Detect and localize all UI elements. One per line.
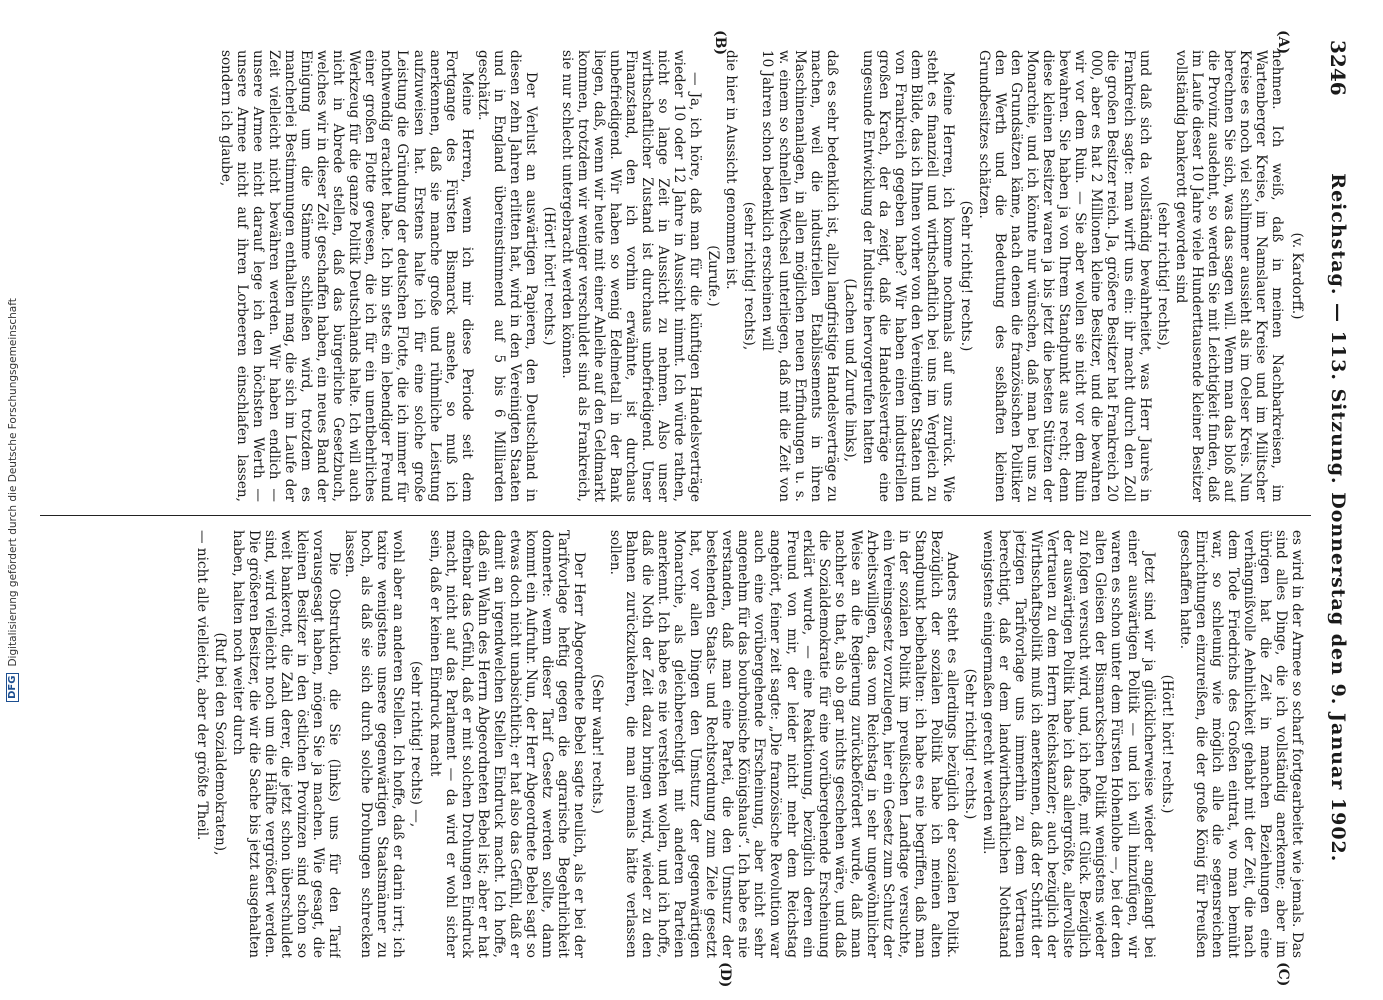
paragraph: — nicht alle vielleicht, aber der größte Theil. xyxy=(193,530,210,841)
paragraph: Jetzt sind wir ja glücklicherweise wieder angelangt bei einer auswärtigen Politik — und ich will hinzufügen, wir waren es schon unter dem Fürsten Hohenlohe —, bei der den alten Gleisen der Bismarckschen Politik wenigstens wieder zu folgen versucht wird, und, ich hoffe, mit Glück. Bezüglich der auswärtigen Politik habe ich das allergrößte, allervollste Vertrauen zu dem Herrn Reichskanzler; auch bezüglich der Wirthschaftspolitik muß ich anerkennen, daß der Schritt der jetzigen Tarifvorlage uns immerhin zu dem Vertrauen berechtigt, daß er dem landwirthschaftlichen Nothstand wenigstens einigermaßen gerecht werden will. xyxy=(980,530,1157,958)
interjection: (Sehr wahr! rechts.) xyxy=(588,674,605,814)
interjection: (Zurufe.) xyxy=(705,245,722,307)
paragraph: Meine Herren, ich komme nochmals auf uns zurück. Wie steht es finanziell und wirthschaftlich bei uns im Vergleich zu dem Bilde, das ich Ihnen vorher von den Vereinigten Staaten und von Frankreich gegeben habe? Wir haben einen industriellen großen Krach, der da zeigt, daß die Handelsverträge eine ungesunde Entwicklung der Industrie hervorgerufen hatten xyxy=(859,50,957,502)
interjection: (Sehr richtig! rechts.) xyxy=(958,200,975,352)
paragraph: die hier in Aussicht genommen ist. xyxy=(723,50,740,290)
paragraph: Die Obstruktion, die Sie (links) uns für den Tarif vorausgesagt haben, mögen Sie ja machen. Wie gesagt, die kleinen Besitzer in den östlichen Provinzen sind schon so weit bankerott, die Zahl derer, die jetzt schon überschuldet sind, wird vielleicht noch um die Hälfte vergrößert werden. Die größeren Besitzer, die wir die Sache bis jetzt ausgehalten haben, halten noch weiter durch xyxy=(229,530,343,958)
interjection: (sehr richtig! rechts) —, xyxy=(408,660,425,828)
paragraph: und daß sich da vollständig bewahrheitet, was Herr Jaurès in Frankreich sagte: man wirft uns ein: ihr macht durch den Zoll die großen Besitzer reich. Ja, größere Besitzer hat Frankreich 20 000, aber es hat 2 Millionen kleine Besitzer, und die bewahren wir vor dem Ruin. — Sie aber wollen sie nicht vor dem Ruin bewahren. Sie haben ja von Ihrem Standpunkt aus recht; denn diese kleinen Besitzer waren ja bis jetzt die besten Stützen der Monarchie, und ich könnte nur wünschen, daß man bei uns zu den Grundsätzen käme, nach denen die französischen Politiker den Werth und die Bedeutung des seßhaften kleinen Grundbesitzes schätzen. xyxy=(976,50,1153,502)
interjection: (Lachen und Zurufe links), xyxy=(841,278,858,462)
dfg-logo: DFG xyxy=(6,673,19,702)
column-divider xyxy=(40,515,1311,516)
interjection: (Sehr richtig! rechts.) xyxy=(962,668,979,820)
paragraph: Der Verlust an auswärtigen Papieren, den Deutschland in diesen zehn Jahren erlitten hat, wird in den Vereinigten Staaten und in England übereinstimmend auf 5 bis 6 Milliarden geschätzt. xyxy=(474,50,539,502)
interjection: (Ruf bei den Sozialdemokraten), xyxy=(211,632,228,856)
margin-marker-d: (D) xyxy=(717,962,733,988)
speaker-label: (v. Kardorff.) xyxy=(1289,232,1305,320)
paragraph: wohl aber an anderen Stellen. Ich hoffe, daß er darin irrt; ich taxire wenigstens unsere gegenwärtigen Staatsmänner zu hoch, als daß sie sich durch solche Drohungen schrecken lassen. xyxy=(342,530,407,958)
right-column xyxy=(40,530,1305,958)
page-number: 3246 xyxy=(1326,40,1350,96)
paragraph: Der Herr Abgeordnete Bebel sagte neulich, als er bei der Tarifvorlage heftig gegen die agrarische Begehrlichkeit donnerte: wenn dieser Tarif Gesetz werden sollte, dann kommt ein Aufruhr. Nun, der Herr Abgeordnete Bebel sagt so etwas doch nicht unabsichtlich; er hat also das Gefühl, daß er damit an irgendwelchen Stellen Eindruck macht. Ich hoffe, daß ein Wahn des Herrn Abgeordneten Bebel ist; aber er hat offenbar das Gefühl, daß er mit solchen Drohungen Eindruck macht, nicht auf das Parlament — da wird er wohl sicher sein, daß er keinen Eindruck macht xyxy=(426,530,587,958)
interjection: (sehr richtig! rechts), xyxy=(1154,201,1171,351)
margin-marker-c: (C) xyxy=(1275,962,1291,987)
page-header xyxy=(1321,40,1355,940)
paragraph: — Ja, ich höre, daß man für die künftigen Handelsverträge wieder 10 oder 12 Jahre in Aussicht nimmt. Ich würde rathen, nicht so lange Zeit in Aussicht zu nehmen. Also unser wirthschaftlicher Zustand ist durchaus unbefriedigend. Unser Finanzstand, den ich vorhin erwähnte, ist durchaus unbefriedigend. Wir haben so wenig Edelmetall in der Bank liegen, daß, wenn wir heute mit einer Anleihe auf den Geldmarkt kommen, trotzdem wir weniger verschuldet sind als Frankreich, sie nur schlecht untergebracht werden können. xyxy=(558,50,704,502)
paragraph: Meine Herren, wenn ich mir diese Periode seit dem Fortgange des Fürsten Bismarck ansehe, so muß ich anerkennen, daß sie manche große und rühmliche Leistung aufzuweisen hat. Erstens halte ich für eine solche große Leistung die Gründung der deutschen Flotte, die ich immer für nothwendig erachtet habe. Ich bin stets ein lebendiger Freund einer großen Flotte gewesen, die ich für ein unentbehrliches Werkzeug für die ganze Politik Deutschlands halte. Ich will auch nicht in Abrede stellen, daß das bürgerliche Gesetzbuch, welches wir in dieser Zeit geschaffen haben, ein neues Band der Einigung um die Stämme schließen wird, trotzdem es mancherlei Bestimmungen enthalten mag, die sich im Laufe der Zeit vielleicht nicht bewähren werden. Wir haben endlich — unsere Armee nicht darauf lege ich den höchsten Werth — unsere Armee nicht auf ihren Lorbeeren einschlafen lassen, sondern ich glaube, xyxy=(217,50,475,502)
page-title: Reichstag. — 113. Sitzung. Donnerstag den 9. Januar 1902. xyxy=(1327,173,1349,863)
interjection: (Hört! hört! rechts.) xyxy=(1158,674,1175,814)
interjection: (Hört! hört! rechts.) xyxy=(540,206,557,346)
digitization-footer xyxy=(6,0,19,1000)
left-column xyxy=(40,50,1305,502)
paragraph: Anders steht es allerdings bezüglich der sozialen Politik. Bezüglich der sozialen Politik habe ich meinen alten Standpunkt beibehalten: ich habe es nie begriffen, daß man in der sozialen Politik im preußischen Landtage versuchte, ein Vereinsgesetz vorzulegen, hier ein Gesetz zum Schutz der Arbeitswilligen, das vom Reichstag in sehr ungewöhnlicher Weise an die Regierung zurückbefördert wurde, daß man nachher so that, als ob gar nichts geschehen wäre, und daß die Sozialdemokratie für eine vorübergehende Erscheinung erklärt wurde, — eine Reaktionung, bezüglich deren ein Freund von mir, der leider nicht mehr dem Reichstag angehört, feiner zeit sagte: „Die französische Revolution war auch eine vorübergehende Erscheinung, aber nicht sehr angenehm für das bourbonische Königshaus“. Ich habe es nie verstanden, daß man eine Partei, die den Umsturz der bestehenden Staats- und Rechtsordnung zum Ziele gesetzt hat, vor allen Dingen den Umsturz der gegenwärtigen Monarchie, als gleichberechtigt mit anderen Parteien anerkennt. Ich habe es nie verstehen wollen, und ich hoffe, daß die Noth der Zeit dazu bringen wird, wieder zu den Bahnen zurückzukehren, die man niemals hätte verlassen sollen. xyxy=(607,530,961,958)
digitization-credit: Digitalisierung gefördert durch die Deutsche Forschungsgemeinschaft xyxy=(6,298,19,667)
interjection: (sehr richtig! rechts), xyxy=(741,201,758,351)
margin-marker-a: (A) xyxy=(1275,30,1291,55)
paragraph: daß es sehr bedenklich ist, allzu langfristige Handelsverträge zu machen, weil die industriellen Etablissements in ihren Maschinenanlagen, in allen möglichen neuen Erfindungen u. s. w. einem so schnellen Wechsel unterliegen, daß mit die Zeit von 10 Jahren schon bedenklich erscheinen will xyxy=(759,50,840,502)
paragraph: es wird in der Armee so scharf fortgearbeitet wie jemals. Das sind alles Dinge, die ich vollständig anerkenne; aber im übrigen hat die Zeit in manchen Beziehungen eine verhängnißvolle Aehnlichkeit gehabt mit der Zeit, die nach dem Tode Friedrichs des Großen eintrat, wo man bemüht war, so schleunig wie möglich alle die segensreichen Einrichtungen einzureißen, die der große König für Preußen geschaffen hatte. xyxy=(1176,530,1305,958)
paragraph: nehmen. Ich weiß, daß in meinen Nachbarkreisen, im Wartenberger Kreise, im Namslauer Kreise und im Militscher Kreise es noch viel schlimmer aussieht als im Oelser Kreis. Nun berechnen Sie sich, was das sagen will. Wenn man das bloß auf die Provinz ausdehnt, so werden Sie mit Leichtigkeit finden, daß im Laufe dieser 10 Jahre viele Hunderttausende kleiner Besitzer vollständig bankerott geworden sind xyxy=(1172,50,1285,502)
margin-marker-b: (B) xyxy=(712,30,728,56)
